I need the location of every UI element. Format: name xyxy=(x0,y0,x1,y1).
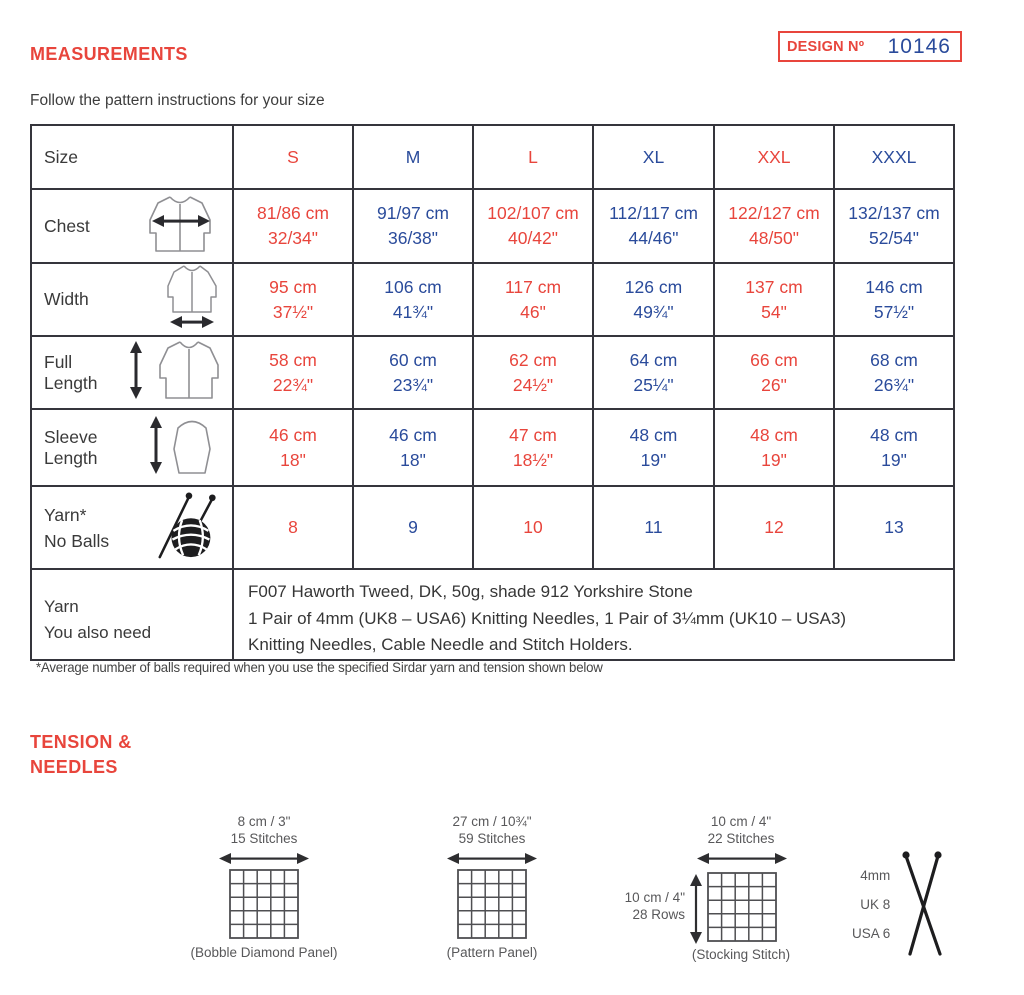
swatch-row-count: 28 Rows xyxy=(632,907,685,922)
size-col-xxl: XXL xyxy=(714,125,834,189)
grid-swatch-icon xyxy=(457,869,527,939)
chest-row xyxy=(31,189,954,263)
size-col-s: S xyxy=(233,125,353,189)
width-value-m: 106 cm 41¾" xyxy=(353,263,473,336)
chest-value-xxl: 122/127 cm 48/50" xyxy=(714,189,834,263)
tension-swatch-bobble-diamond xyxy=(164,813,364,961)
yarn-balls-row xyxy=(31,486,954,569)
full-length-label: Full Length xyxy=(44,351,98,393)
width-value-l: 117 cm 46" xyxy=(473,263,593,336)
size-col-xxxl: XXXL xyxy=(834,125,954,189)
sleeve-value-s: 46 cm 18" xyxy=(233,409,353,486)
tension-diagrams xyxy=(0,810,1024,985)
yarn-balls-label: Yarn* No Balls xyxy=(44,504,110,551)
needle-size-mm: 4mm xyxy=(860,868,891,883)
horizontal-arrow-icon xyxy=(446,852,538,865)
swatch-top-labels xyxy=(641,813,841,847)
table-header-row xyxy=(31,125,954,189)
design-number-box xyxy=(778,31,962,62)
cardigan-length-arrow-icon xyxy=(128,339,224,406)
yarn-ball-icon xyxy=(152,487,224,568)
swatch-left-labels xyxy=(601,889,685,923)
needle-size-usa: USA 6 xyxy=(852,926,891,941)
full-length-value-m: 60 cm 23¾" xyxy=(353,336,473,409)
balls-value-xl: 11 xyxy=(593,486,714,569)
size-col-l: L xyxy=(473,125,593,189)
swatch-row-dimension: 10 cm / 4" xyxy=(624,890,685,905)
width-value-s: 95 cm 37½" xyxy=(233,263,353,336)
full-length-value-xxl: 66 cm 26" xyxy=(714,336,834,409)
sleeve-length-row xyxy=(31,409,954,486)
swatch-dimension: 8 cm / 3" xyxy=(237,814,291,829)
width-value-xl: 126 cm 49¾" xyxy=(593,263,714,336)
balls-value-xxl: 12 xyxy=(714,486,834,569)
grid-swatch-icon xyxy=(229,869,299,939)
vertical-arrow-icon xyxy=(689,873,703,945)
balls-value-s: 8 xyxy=(233,486,353,569)
chest-value-s: 81/86 cm 32/34" xyxy=(233,189,353,263)
chest-label: Chest xyxy=(44,215,90,236)
crossed-knitting-needles-icon xyxy=(898,848,946,960)
sleeve-value-xxxl: 48 cm 19" xyxy=(834,409,954,486)
design-label: DESIGN Nº xyxy=(787,38,865,55)
yarn-info-text: F007 Haworth Tweed, DK, 50g, shade 912 Yorkshire Stone 1 Pair of 4mm (UK8 – USA6) Knitting Needles, 1 Pair of 3¼mm (UK10 – USA3) Knitting Needles, Cable Needle and Stitch Holders. xyxy=(233,569,954,660)
width-value-xxl: 137 cm 54" xyxy=(714,263,834,336)
tension-needles-title: TENSION & NEEDLES xyxy=(30,732,132,777)
chest-value-xxxl: 132/137 cm 52/54" xyxy=(834,189,954,263)
full-length-value-xxxl: 68 cm 26¾" xyxy=(834,336,954,409)
needle-size-uk: UK 8 xyxy=(860,897,891,912)
cardigan-chest-arrow-icon xyxy=(138,194,224,259)
swatch-stitches: 22 Stitches xyxy=(707,831,775,846)
swatch-stitches: 15 Stitches xyxy=(230,831,298,846)
design-number: 10146 xyxy=(887,34,951,58)
swatch-dimension: 27 cm / 10¾" xyxy=(452,814,532,829)
tension-swatch-stocking-stitch xyxy=(601,813,881,983)
tension-swatch-pattern-panel xyxy=(392,813,592,961)
sleeve-length-arrow-icon xyxy=(148,412,224,483)
horizontal-arrow-icon xyxy=(696,852,788,865)
full-length-value-s: 58 cm 22¾" xyxy=(233,336,353,409)
width-label: Width xyxy=(44,289,89,309)
yarn-info-label: Yarn You also need xyxy=(31,569,233,660)
swatch-caption: (Pattern Panel) xyxy=(446,945,538,960)
sleeve-value-xl: 48 cm 19" xyxy=(593,409,714,486)
size-col-xl: XL xyxy=(593,125,714,189)
sleeve-length-label: Sleeve Length xyxy=(44,426,98,468)
width-row xyxy=(31,263,954,336)
width-value-xxxl: 146 cm 57½" xyxy=(834,263,954,336)
balls-value-m: 9 xyxy=(353,486,473,569)
chest-value-xl: 112/117 cm 44/46" xyxy=(593,189,714,263)
chest-value-l: 102/107 cm 40/42" xyxy=(473,189,593,263)
needle-size-labels xyxy=(852,868,890,960)
full-length-value-xl: 64 cm 25¼" xyxy=(593,336,714,409)
sleeve-value-l: 47 cm 18½" xyxy=(473,409,593,486)
swatch-caption: (Stocking Stitch) xyxy=(691,947,791,962)
swatch-stitches: 59 Stitches xyxy=(458,831,526,846)
balls-value-xxxl: 13 xyxy=(834,486,954,569)
chest-value-m: 91/97 cm 36/38" xyxy=(353,189,473,263)
yarn-info-row xyxy=(31,569,954,660)
measurements-title: MEASUREMENTS xyxy=(30,44,188,64)
horizontal-arrow-icon xyxy=(218,852,310,865)
measurements-subtitle: Follow the pattern instructions for your size xyxy=(30,92,325,109)
grid-swatch-icon xyxy=(707,872,777,942)
size-col-m: M xyxy=(353,125,473,189)
balls-footnote: *Average number of balls required when you use the specified Sirdar yarn and tension shown below xyxy=(36,660,603,675)
swatch-caption: (Bobble Diamond Panel) xyxy=(190,945,338,960)
full-length-row xyxy=(31,336,954,409)
full-length-value-l: 62 cm 24½" xyxy=(473,336,593,409)
cardigan-width-arrow-icon xyxy=(160,264,224,335)
needle-size-block xyxy=(852,848,946,960)
size-label: Size xyxy=(44,146,79,167)
measurements-table xyxy=(30,124,955,661)
size-header-cell xyxy=(31,125,233,189)
swatch-dimension: 10 cm / 4" xyxy=(710,814,772,829)
sleeve-value-xxl: 48 cm 19" xyxy=(714,409,834,486)
balls-value-l: 10 xyxy=(473,486,593,569)
sleeve-value-m: 46 cm 18" xyxy=(353,409,473,486)
